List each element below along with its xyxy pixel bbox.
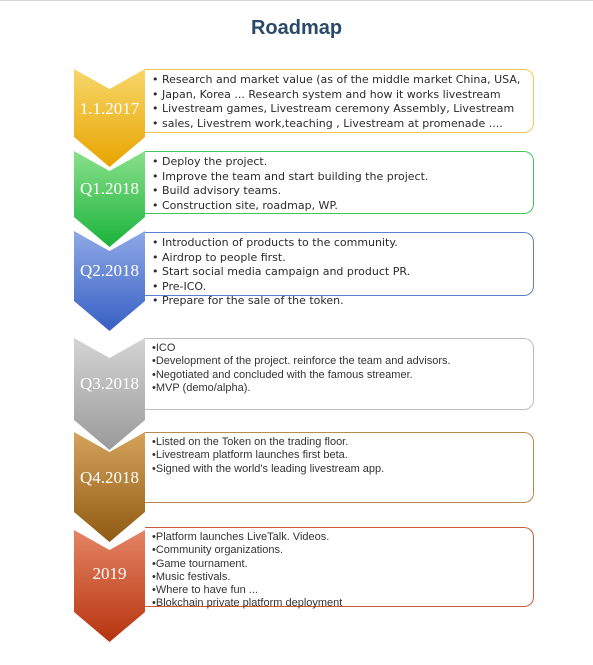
stage-item-list bbox=[152, 236, 527, 309]
stage-item-list bbox=[152, 342, 527, 395]
stage-item: • Prepare for the sale of the token. bbox=[152, 294, 527, 309]
stage-chevron bbox=[74, 432, 145, 542]
stage-item: • Airdrop to people first. bbox=[152, 251, 527, 266]
stage-item: • Start social media campaign and product PR. bbox=[152, 265, 527, 280]
stage-item-list bbox=[152, 73, 527, 131]
stage-item: • Introduction of products to the community. bbox=[152, 236, 527, 251]
stage-details-box bbox=[145, 69, 534, 133]
stage-label: Q4.2018 bbox=[79, 468, 140, 487]
stage-details-box bbox=[145, 151, 534, 214]
stage-item: • Development of the project. reinforce the team and advisors. bbox=[152, 355, 527, 368]
stage-item: • Construction site, roadmap, WP. bbox=[152, 199, 527, 214]
stage-item: • Music festivals. bbox=[152, 571, 527, 584]
stage-details-box bbox=[145, 338, 534, 410]
stage-item: • Build advisory teams. bbox=[152, 184, 527, 199]
top-divider bbox=[0, 0, 593, 1]
stage-label: 1.1.2017 bbox=[79, 99, 140, 118]
chevron-polygon bbox=[74, 231, 145, 331]
stage-item: • Community organizations. bbox=[152, 544, 527, 557]
stage-item: • Livestream platform launches first beta. bbox=[152, 449, 527, 462]
chevron-shape bbox=[74, 231, 145, 331]
stage-details-box bbox=[145, 232, 534, 307]
stage-item: • MVP (demo/alpha). bbox=[152, 382, 527, 395]
stage-label: Q1.2018 bbox=[79, 179, 140, 198]
stage-details-box bbox=[145, 432, 534, 503]
stage-item: • Where to have fun ... bbox=[152, 584, 527, 597]
chevron-polygon bbox=[74, 530, 145, 642]
chevron-shape bbox=[74, 530, 145, 642]
stage-item-list bbox=[152, 155, 527, 213]
stage-item: • Listed on the Token on the trading floor. bbox=[152, 436, 527, 449]
stage-label: Q2.2018 bbox=[79, 261, 140, 280]
stage-label: 2019 bbox=[92, 564, 127, 583]
stage-item: • Research and market value (as of the middle market China, USA, bbox=[152, 73, 527, 88]
stage-item: • Signed with the world's leading livestream app. bbox=[152, 463, 527, 476]
stage-chevron bbox=[74, 530, 145, 642]
stage-item: • Livestream games, Livestream ceremony Assembly, Livestream bbox=[152, 102, 527, 117]
stage-item: • Platform launches LiveTalk. Videos. bbox=[152, 531, 527, 544]
stage-item: • Japan, Korea ... Research system and how it works livestream bbox=[152, 88, 527, 103]
stage-item-list bbox=[152, 531, 527, 611]
stage-item: • Negotiated and concluded with the famous streamer. bbox=[152, 369, 527, 382]
stage-item: • sales, Livestrem work,teaching , Livestream at promenade .... bbox=[152, 117, 527, 132]
stage-item: • ICO bbox=[152, 342, 527, 355]
stage-label: Q3.2018 bbox=[79, 374, 140, 393]
stage-details-box bbox=[145, 527, 534, 610]
stage-item: • Blokchain private platform deployment bbox=[152, 597, 527, 610]
stage-chevron bbox=[74, 231, 145, 331]
stage-item: • Pre-ICO. bbox=[152, 280, 527, 295]
stage-item-list bbox=[152, 436, 527, 476]
stage-item: • Improve the team and start building the project. bbox=[152, 170, 527, 185]
page-title: Roadmap bbox=[250, 17, 343, 39]
stage-item: • Deploy the project. bbox=[152, 155, 527, 170]
stage-item: • Game tournament. bbox=[152, 558, 527, 571]
